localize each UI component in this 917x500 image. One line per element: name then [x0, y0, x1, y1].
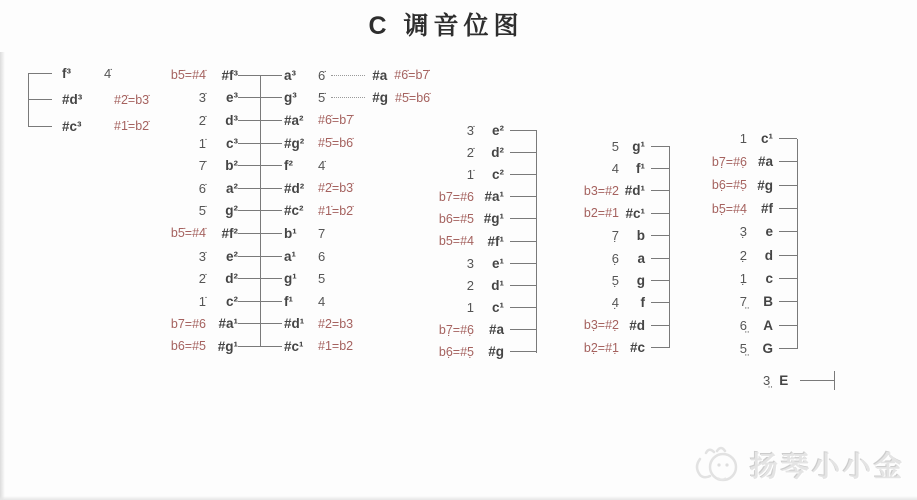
jianpu-label — [575, 184, 619, 198]
note-name: e¹ — [491, 255, 504, 271]
right-jianpu — [318, 294, 325, 309]
main-bridge — [160, 64, 430, 358]
jianpu-number: 3̇ — [466, 122, 474, 138]
jianpu-equation: #2=b3 — [318, 316, 354, 331]
jianpu-equation: #2̇=b3̇ — [114, 92, 150, 107]
jianpu-equation: #5̇=b6̇ — [395, 90, 431, 105]
string-line — [510, 196, 536, 197]
right-jianpu — [318, 271, 325, 286]
jianpu-number: 1̇ — [466, 166, 474, 182]
watermark — [692, 443, 905, 487]
note-name: e² — [491, 122, 504, 138]
low-e-row — [763, 369, 834, 392]
jianpu-label — [426, 145, 474, 160]
string-row — [160, 200, 430, 223]
left-note-name: b² — [225, 158, 238, 174]
jianpu-label — [426, 190, 474, 204]
note-name: b — [636, 228, 645, 244]
jianpu-number: 5 — [318, 271, 326, 287]
jianpu-label — [697, 224, 747, 239]
left-note-name: e² — [225, 248, 238, 264]
string-row — [575, 225, 669, 247]
left-jianpu — [160, 271, 206, 286]
right-jianpu — [318, 136, 353, 150]
string-row — [575, 337, 669, 359]
bridge-line — [536, 130, 537, 353]
note-name: #d — [629, 317, 645, 333]
bracket-line — [28, 73, 29, 126]
string-row — [426, 163, 536, 185]
note-name: g — [636, 273, 645, 289]
jianpu-label — [575, 206, 619, 220]
jianpu-number: 2̣ — [739, 247, 747, 263]
bridge-5 — [697, 127, 797, 360]
jianpu-label — [575, 273, 619, 288]
string-line — [779, 208, 797, 209]
string-line — [510, 241, 536, 242]
jianpu-label — [426, 256, 474, 271]
string-row — [160, 132, 430, 155]
string-line — [651, 235, 669, 236]
string-row — [426, 141, 536, 163]
left-jianpu — [160, 249, 206, 264]
jianpu-number: 7 — [318, 225, 326, 241]
bracket-rows — [28, 60, 149, 140]
left-jianpu — [160, 68, 206, 82]
string-row — [160, 267, 430, 290]
right-jianpu — [318, 204, 353, 218]
string-line — [779, 231, 797, 232]
string-row — [697, 150, 797, 173]
jianpu-label — [697, 294, 747, 309]
string-row — [575, 157, 669, 179]
alternate-note-name: #a — [372, 67, 388, 83]
string-row — [426, 186, 536, 208]
right-note-name: #a² — [284, 112, 304, 128]
right-note-name: f¹ — [284, 293, 293, 309]
jianpu-label — [426, 345, 474, 359]
jianpu-number: 4̇ — [318, 158, 326, 174]
jianpu-equation: b5=#4 — [438, 234, 474, 249]
note-name: #d¹ — [624, 183, 645, 199]
jianpu-number: 7̇ — [198, 158, 206, 174]
string-line — [510, 130, 536, 131]
bridge-line — [260, 75, 261, 347]
note-name: c² — [491, 166, 504, 182]
jianpu-number: 4̣ — [611, 295, 619, 311]
string-row — [160, 245, 430, 268]
jianpu-label — [697, 131, 747, 146]
jianpu-label — [697, 202, 747, 216]
string-row — [575, 314, 669, 336]
string-row — [697, 313, 797, 336]
jianpu-number: 4 — [318, 293, 326, 309]
note-name: #g — [488, 344, 504, 360]
note-name: f¹ — [636, 161, 645, 177]
note-name: A — [763, 317, 773, 333]
jianpu-equation: b5̇=#4̇ — [170, 68, 206, 83]
left-jianpu — [160, 136, 206, 151]
left-note-name: #f² — [221, 225, 238, 241]
note-name: #a — [757, 154, 773, 170]
jianpu-equation: #1̇=b2̇ — [318, 203, 354, 218]
note-name: #f — [760, 201, 773, 217]
left-jianpu — [160, 181, 206, 196]
string-row — [697, 243, 797, 266]
jianpu-equation: #6̇=b7̇ — [394, 68, 430, 83]
string-line — [779, 278, 797, 279]
string-line — [510, 263, 536, 264]
note-name: g¹ — [632, 138, 645, 154]
jianpu-number: 5̇ — [318, 90, 326, 106]
left-note-name: d³ — [225, 112, 238, 128]
page-title: C 调音位图 — [368, 12, 524, 40]
jianpu-number: 5 — [611, 138, 619, 154]
string-line — [510, 174, 536, 175]
jianpu-number: 1̇ — [198, 135, 206, 151]
alternate-position — [331, 68, 429, 83]
string-line — [779, 325, 797, 326]
left-note-name: #f³ — [221, 67, 238, 83]
right-jianpu — [318, 113, 353, 127]
left-jianpu — [160, 317, 206, 331]
left-note-name: c² — [225, 293, 238, 309]
string-row — [160, 222, 430, 245]
string-row — [426, 230, 536, 252]
jianpu-label — [426, 212, 474, 226]
string-row — [575, 202, 669, 224]
jianpu-equation: b7̣=#6̣ — [438, 322, 474, 337]
string-row — [697, 267, 797, 290]
jianpu-equation: b7=#6 — [438, 189, 474, 204]
jianpu-number: 6̣ — [611, 250, 619, 266]
jianpu-equation: b6=#5 — [438, 211, 474, 226]
note-name: d² — [491, 144, 504, 160]
string-row — [426, 341, 536, 363]
right-note-name: #c¹ — [284, 338, 304, 354]
note-name: #c³ — [62, 118, 82, 134]
note-name: #d³ — [62, 92, 83, 108]
jianpu-label — [575, 139, 619, 154]
string-line — [651, 325, 669, 326]
dotted-link-line — [331, 75, 365, 76]
right-jianpu — [318, 68, 325, 83]
string-row — [160, 290, 430, 313]
string-row — [426, 119, 536, 141]
string-row — [160, 313, 430, 336]
right-jianpu — [318, 90, 325, 105]
note-row — [28, 87, 149, 114]
alternate-note-name: #g — [372, 90, 388, 106]
jianpu-number: 1̣ — [739, 270, 747, 286]
jianpu-label — [575, 318, 619, 332]
jianpu-equation: #6̇=b7̇ — [318, 113, 354, 128]
main-bridge-rows — [160, 64, 430, 358]
string-row — [575, 269, 669, 291]
string-row — [160, 335, 430, 358]
jianpu-label — [575, 251, 619, 266]
jianpu-label — [697, 248, 747, 263]
jianpu-number: 3̇ — [198, 90, 206, 106]
jianpu-number: 6̇ — [318, 67, 326, 83]
string-row — [160, 64, 430, 87]
note-name: d — [764, 247, 773, 263]
right-jianpu — [318, 339, 353, 353]
left-note-name: a² — [225, 180, 238, 196]
string-row — [426, 319, 536, 341]
jianpu-number: 6̇ — [198, 180, 206, 196]
jianpu-equation: b6=#5 — [170, 339, 206, 354]
jianpu-number: 2̇ — [198, 271, 206, 287]
left-note-name: d² — [225, 271, 238, 287]
jianpu-number: 7̣ — [611, 228, 619, 244]
jianpu-label — [575, 161, 619, 176]
string-line — [28, 73, 52, 74]
jianpu-equation: b3=#2 — [583, 183, 619, 198]
jianpu-equation: #1=b2 — [318, 339, 354, 354]
jianpu-label — [575, 341, 619, 355]
jianpu-number: 1 — [739, 131, 747, 147]
left-jianpu — [160, 158, 206, 173]
left-note-name: #g¹ — [217, 338, 238, 354]
string-line — [651, 213, 669, 214]
string-row — [575, 180, 669, 202]
jianpu-label — [697, 341, 747, 356]
left-jianpu — [160, 90, 206, 105]
jianpu-number: 3̣ — [739, 224, 747, 240]
string-row — [575, 292, 669, 314]
string-line — [651, 190, 669, 191]
bottom-edge-shadow — [0, 496, 917, 500]
jianpu-number: 5̣ — [611, 273, 619, 289]
mascot-icon — [692, 443, 746, 487]
string-row — [160, 87, 430, 110]
jianpu-label — [426, 234, 474, 248]
jianpu-number: 2 — [466, 277, 474, 293]
left-edge-shadow — [0, 52, 5, 500]
jianpu-equation: b6̣=#5̣ — [711, 178, 747, 193]
jianpu-equation: b7=#6 — [170, 316, 206, 331]
right-jianpu — [318, 226, 325, 241]
jianpu-label — [697, 178, 747, 192]
jianpu-number: 1 — [466, 300, 474, 316]
string-line — [779, 255, 797, 256]
jianpu-equation: #5̇=b6̇ — [318, 136, 354, 151]
jianpu-equation: b7̣=#6̣ — [711, 154, 747, 169]
string-row — [697, 290, 797, 313]
jianpu-number: 2̇ — [466, 144, 474, 160]
jianpu-number: 1̇ — [198, 293, 206, 309]
left-note-name: c³ — [225, 135, 238, 151]
jianpu-number: 7̤ — [739, 294, 747, 310]
string-row — [426, 274, 536, 296]
left-jianpu — [160, 203, 206, 218]
right-jianpu — [318, 181, 353, 195]
right-note-name: #d¹ — [284, 316, 305, 332]
jianpu-label — [426, 323, 474, 337]
jianpu-number: 3 — [466, 255, 474, 271]
jianpu-number: 5̤ — [739, 340, 747, 356]
jianpu-label — [697, 155, 747, 169]
right-note-name: b¹ — [284, 225, 297, 241]
note-name: e — [765, 224, 773, 240]
right-jianpu — [318, 158, 325, 173]
jianpu-number: 4 — [611, 161, 619, 177]
right-note-name: #d² — [284, 180, 305, 196]
left-jianpu — [160, 113, 206, 128]
string-line — [651, 258, 669, 259]
left-jianpu — [160, 339, 206, 353]
top-bracket-group — [28, 60, 149, 140]
string-line — [510, 351, 536, 352]
string-row — [426, 208, 536, 230]
note-name: d¹ — [491, 277, 504, 293]
string-row — [697, 337, 797, 360]
note-name: f³ — [62, 65, 71, 81]
jianpu-number: 4̇ — [104, 65, 112, 81]
string-line — [779, 301, 797, 302]
jianpu-label — [426, 278, 474, 293]
dotted-link-line — [331, 97, 365, 98]
bridge-4-rows — [575, 135, 669, 359]
string-line — [651, 302, 669, 303]
string-line — [510, 307, 536, 308]
jianpu-number: 3̇ — [198, 248, 206, 264]
string-row — [160, 177, 430, 200]
note-name: #a¹ — [484, 189, 504, 205]
right-note-name: a³ — [284, 67, 297, 83]
note-name: #g¹ — [483, 211, 504, 227]
string-line — [779, 348, 797, 349]
string-line — [28, 126, 52, 127]
note-name: #c — [629, 340, 645, 356]
note-name: #f¹ — [487, 233, 504, 249]
alternate-position — [331, 90, 430, 105]
note-row — [28, 60, 149, 87]
note-row — [28, 113, 149, 140]
jianpu-label — [426, 300, 474, 315]
string-line — [28, 99, 52, 100]
right-note-name: #g² — [284, 135, 305, 151]
note-name: c¹ — [491, 300, 504, 316]
jianpu-label — [697, 318, 747, 333]
right-note-name: f² — [284, 158, 293, 174]
jianpu-equation: #1̇=b2̇ — [114, 119, 150, 134]
bridge-5-rows — [697, 127, 797, 360]
note-name: #g — [757, 177, 773, 193]
jianpu-number: 5̇ — [198, 203, 206, 219]
note-name: #c¹ — [625, 205, 645, 221]
left-note-name: e³ — [225, 90, 238, 106]
string-row — [575, 135, 669, 157]
bridge-line — [797, 139, 798, 349]
string-line — [510, 218, 536, 219]
right-note-name: a¹ — [284, 248, 297, 264]
string-line — [779, 138, 797, 139]
left-jianpu — [160, 226, 206, 240]
left-jianpu — [160, 294, 206, 309]
jianpu-equation: b6̣=#5̣ — [438, 344, 474, 359]
string-line — [510, 329, 536, 330]
note-name: B — [763, 294, 773, 310]
string-line — [651, 347, 669, 348]
jianpu-number: 2̇ — [198, 112, 206, 128]
jianpu-equation: b3̣=#2̣ — [583, 318, 619, 333]
right-jianpu — [318, 249, 325, 264]
right-jianpu — [318, 317, 353, 331]
left-note-name: #a¹ — [218, 316, 238, 332]
bridge-4 — [575, 135, 669, 359]
string-line — [779, 185, 797, 186]
right-note-name: g³ — [284, 90, 297, 106]
note-name: G — [762, 340, 773, 356]
jianpu-label — [575, 295, 619, 310]
left-note-name: g² — [225, 203, 238, 219]
right-note-name: g¹ — [284, 271, 297, 287]
note-name: #a — [488, 322, 504, 338]
string-line — [651, 146, 669, 147]
string-row — [426, 252, 536, 274]
jianpu-equation: b2̣=#1̣ — [583, 340, 619, 355]
string-line — [510, 152, 536, 153]
string-line — [510, 285, 536, 286]
string-row — [426, 297, 536, 319]
bridge-3 — [426, 119, 536, 363]
right-note-name: #c² — [284, 203, 304, 219]
jianpu-label — [426, 167, 474, 182]
note-name: c — [765, 270, 773, 286]
jianpu-equation: b5̇=#4̇ — [170, 226, 206, 241]
string-row — [160, 154, 430, 177]
jianpu-equation: #2̇=b3̇ — [318, 181, 354, 196]
string-line — [779, 161, 797, 162]
string-line — [651, 168, 669, 169]
note-name: c¹ — [760, 131, 773, 147]
bridge-3-rows — [426, 119, 536, 363]
jianpu-number: 6̤ — [739, 317, 747, 333]
jianpu-label — [426, 123, 474, 138]
watermark-text: 扬琴小小金 — [749, 451, 905, 482]
jianpu-equation: b5̣=#4̣ — [711, 201, 747, 216]
string-row — [697, 174, 797, 197]
string-row — [697, 127, 797, 150]
note-name: f — [640, 295, 645, 311]
string-row — [575, 247, 669, 269]
jianpu-label — [575, 228, 619, 243]
jianpu-number: 3̤ — [763, 373, 771, 388]
string-row — [697, 197, 797, 220]
string-row — [160, 109, 430, 132]
note-name: a — [637, 250, 645, 266]
note-name: E — [779, 373, 789, 388]
bridge-line — [669, 146, 670, 348]
string-line — [651, 280, 669, 281]
jianpu-label — [697, 271, 747, 286]
jianpu-number: 6 — [318, 248, 326, 264]
string-row — [697, 220, 797, 243]
jianpu-equation: b2=#1 — [583, 206, 619, 221]
string-line-with-pin — [800, 380, 834, 381]
